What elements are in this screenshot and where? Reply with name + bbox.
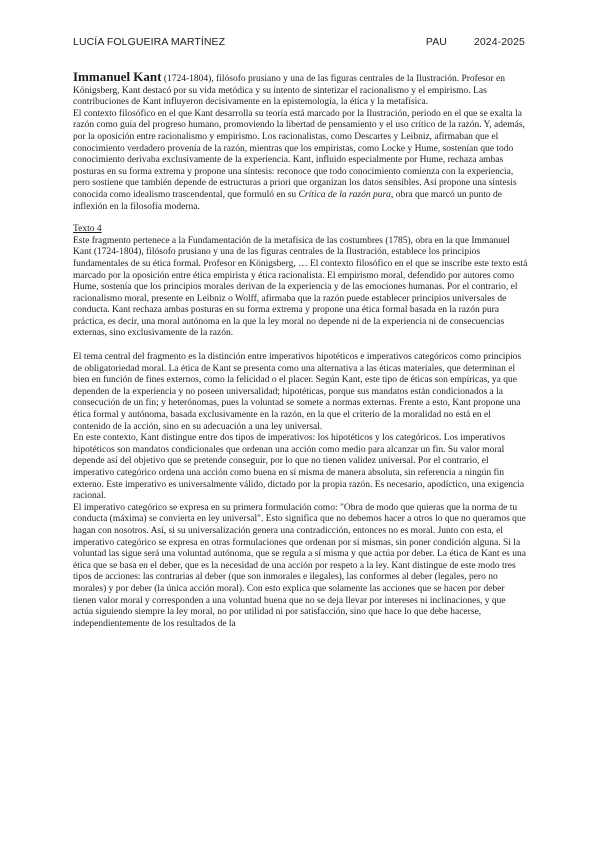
book-title: Crítica de la razón pura xyxy=(298,189,391,200)
header-year: 2024-2025 xyxy=(473,36,525,48)
texto4-paragraph-3: En este contexto, Kant distingue entre dos tipos de imperativos: los hipotéticos y los categóricos. Los imperativos hipotéticos son mandatos condicionales que ordenan una acción como medio para alcanzar un fin. Su valor moral depende así del objetivo que se pretende conseguir, por lo que no tienen validez universal. Por el contrario, el imperativo categórico ordena una acción como buena en sí misma de manera absoluta, sin referencia a ningún fin externo. Este imperativo es universalmente válido, dictado por la propia razón. Es necesario, apodíctico, una exigencia racional. xyxy=(73,433,525,502)
spacer xyxy=(73,340,528,352)
header-course: PAU xyxy=(425,36,447,48)
spacer xyxy=(73,213,528,224)
intro-paragraph xyxy=(73,71,528,109)
intro-lead-text: (1724-1804), filósofo prusiano y una de las figuras centrales de la Ilustración. Profesor en Königsberg, Kant destacó por su vida metódica y su intento de sintetizar el racionalismo y el empirismo. Las contribuciones de Kant influyeron decisivamente en la epistemología, la ética y la metafísica. xyxy=(73,74,505,108)
texto4-paragraph-4: El imperativo categórico se expresa en su primera formulación como: "Obra de modo que quieras que la norma de tu conducta (máxima) se convierta en ley universal". Esto significa que no debemos hacer a otros lo que no queramos que hagan con nosotros. Así, si su universalización genera una contradicción, entonces no es moral. Junto con esta, el imperativo categórico se expresa en otras formulaciones que ordenan por sí mismas, sin poner condición alguna. Si la voluntad las sigue será una voluntad autónoma, que se regula a sí misma y que actúa por deber. La ética de Kant es una ética que se basa en el deber, que es la necesidad de una acción por respeto a la ley. Kant distingue de este modo tres tipos de acciones: las contrarias al deber (que son inmorales e ilegales), las conformes al deber (legales, pero no morales) y por deber (la única acción moral). Con esto explica que solamente las acciones que se hacen por deber tienen valor moral y corresponden a una voluntad buena que no se deja llevar por intereses ni inclinaciones, y que actúa siguiendo siempre la ley moral, no por utilidad ni por satisfacción, sino que hace lo que debe hacerse, independientemente de los resultados de la xyxy=(73,502,526,629)
context-paragraph xyxy=(73,109,528,213)
document-body xyxy=(73,71,528,630)
page-header xyxy=(73,36,525,50)
header-author: LUCÍA FOLGUEIRA MARTÍNEZ xyxy=(73,36,226,48)
author-name: Immanuel Kant xyxy=(73,69,162,84)
context-text-after: , obra que marcó un punto de inflexión en la filosofía moderna. xyxy=(73,189,503,212)
texto4-paragraph-2: El tema central del fragmento es la distinción entre imperativos hipotéticos e imperativos categóricos como principios de obligatoriedad moral. La ética de Kant se presenta como una alternativa a las éticas materiales, que determinan el bien en función de fines externos, como la felicidad o el placer. Según Kant, este tipo de éticas son empíricas, ya que dependen de la experiencia y no poseen universalidad; hipotéticas, porque sus mandatos están condicionados a la consecución de un fin; y heterónomas, pues la voluntad se somete a normas externas. Frente a esto, Kant propone una ética formal y autónoma, basada exclusivamente en la razón, en la que el criterio de la moralidad no está en el contenido de la acción, sino en su adecuación a una ley universal. xyxy=(73,352,522,432)
context-text-before: El contexto filosófico en el que Kant desarrolla su teoría está marcado por la Ilustración, periodo en el que se exalta la razón como guía del progreso humano, promoviendo la libertad de pensamiento y el uso crítico de la razón. Y, además, por la oposición entre racionalismo y empirismo. Los racionalistas, como Descartes y Leibniz, afirmaban que el conocimiento verdadero provenía de la razón, mientras que los empiristas, como Locke y Hume, sostenían que todo conocimiento derivaba exclusivamente de la experiencia. Kant, influido especialmente por Hume, rechaza ambas posturas en su forma extrema y propone una síntesis: reconoce que todo conocimiento comienza con la experiencia, pero sostiene que también depende de estructuras a priori que organizan los datos sensibles. Así propone una síntesis conocida como idealismo trascendental, que formuló en su xyxy=(73,108,525,200)
texto4-paragraph-1: Este fragmento pertenece a la Fundamentación de la metafísica de las costumbres (1785), obra en la que Immanuel Kant (1724-1804), filósofo prusiano y una de las figuras centrales de la Ilustración, establece los principios fundamentales de su ética formal. Profesor en Königsberg, … El contexto filosófico en el que se inscribe este texto está marcado por la oposición entre ética empirista y ética racionalista. El empirismo moral, defendido por autores como Hume, sostenía que los principios morales derivan de la experiencia y de las emociones humanas. Por el contrario, el racionalismo moral, presente en Leibniz o Wolff, afirmaba que la razón puede establecer principios universales de conducta. Kant rechaza ambas posturas en su forma extrema y propone una ética formal basada en la razón pura práctica, es decir, una moral autónoma en la que la ley moral no depende ni de la experiencia ni de consecuencias externas, sino exclusivamente de la razón. xyxy=(73,235,528,339)
section-heading-texto4: Texto 4 xyxy=(73,224,102,235)
